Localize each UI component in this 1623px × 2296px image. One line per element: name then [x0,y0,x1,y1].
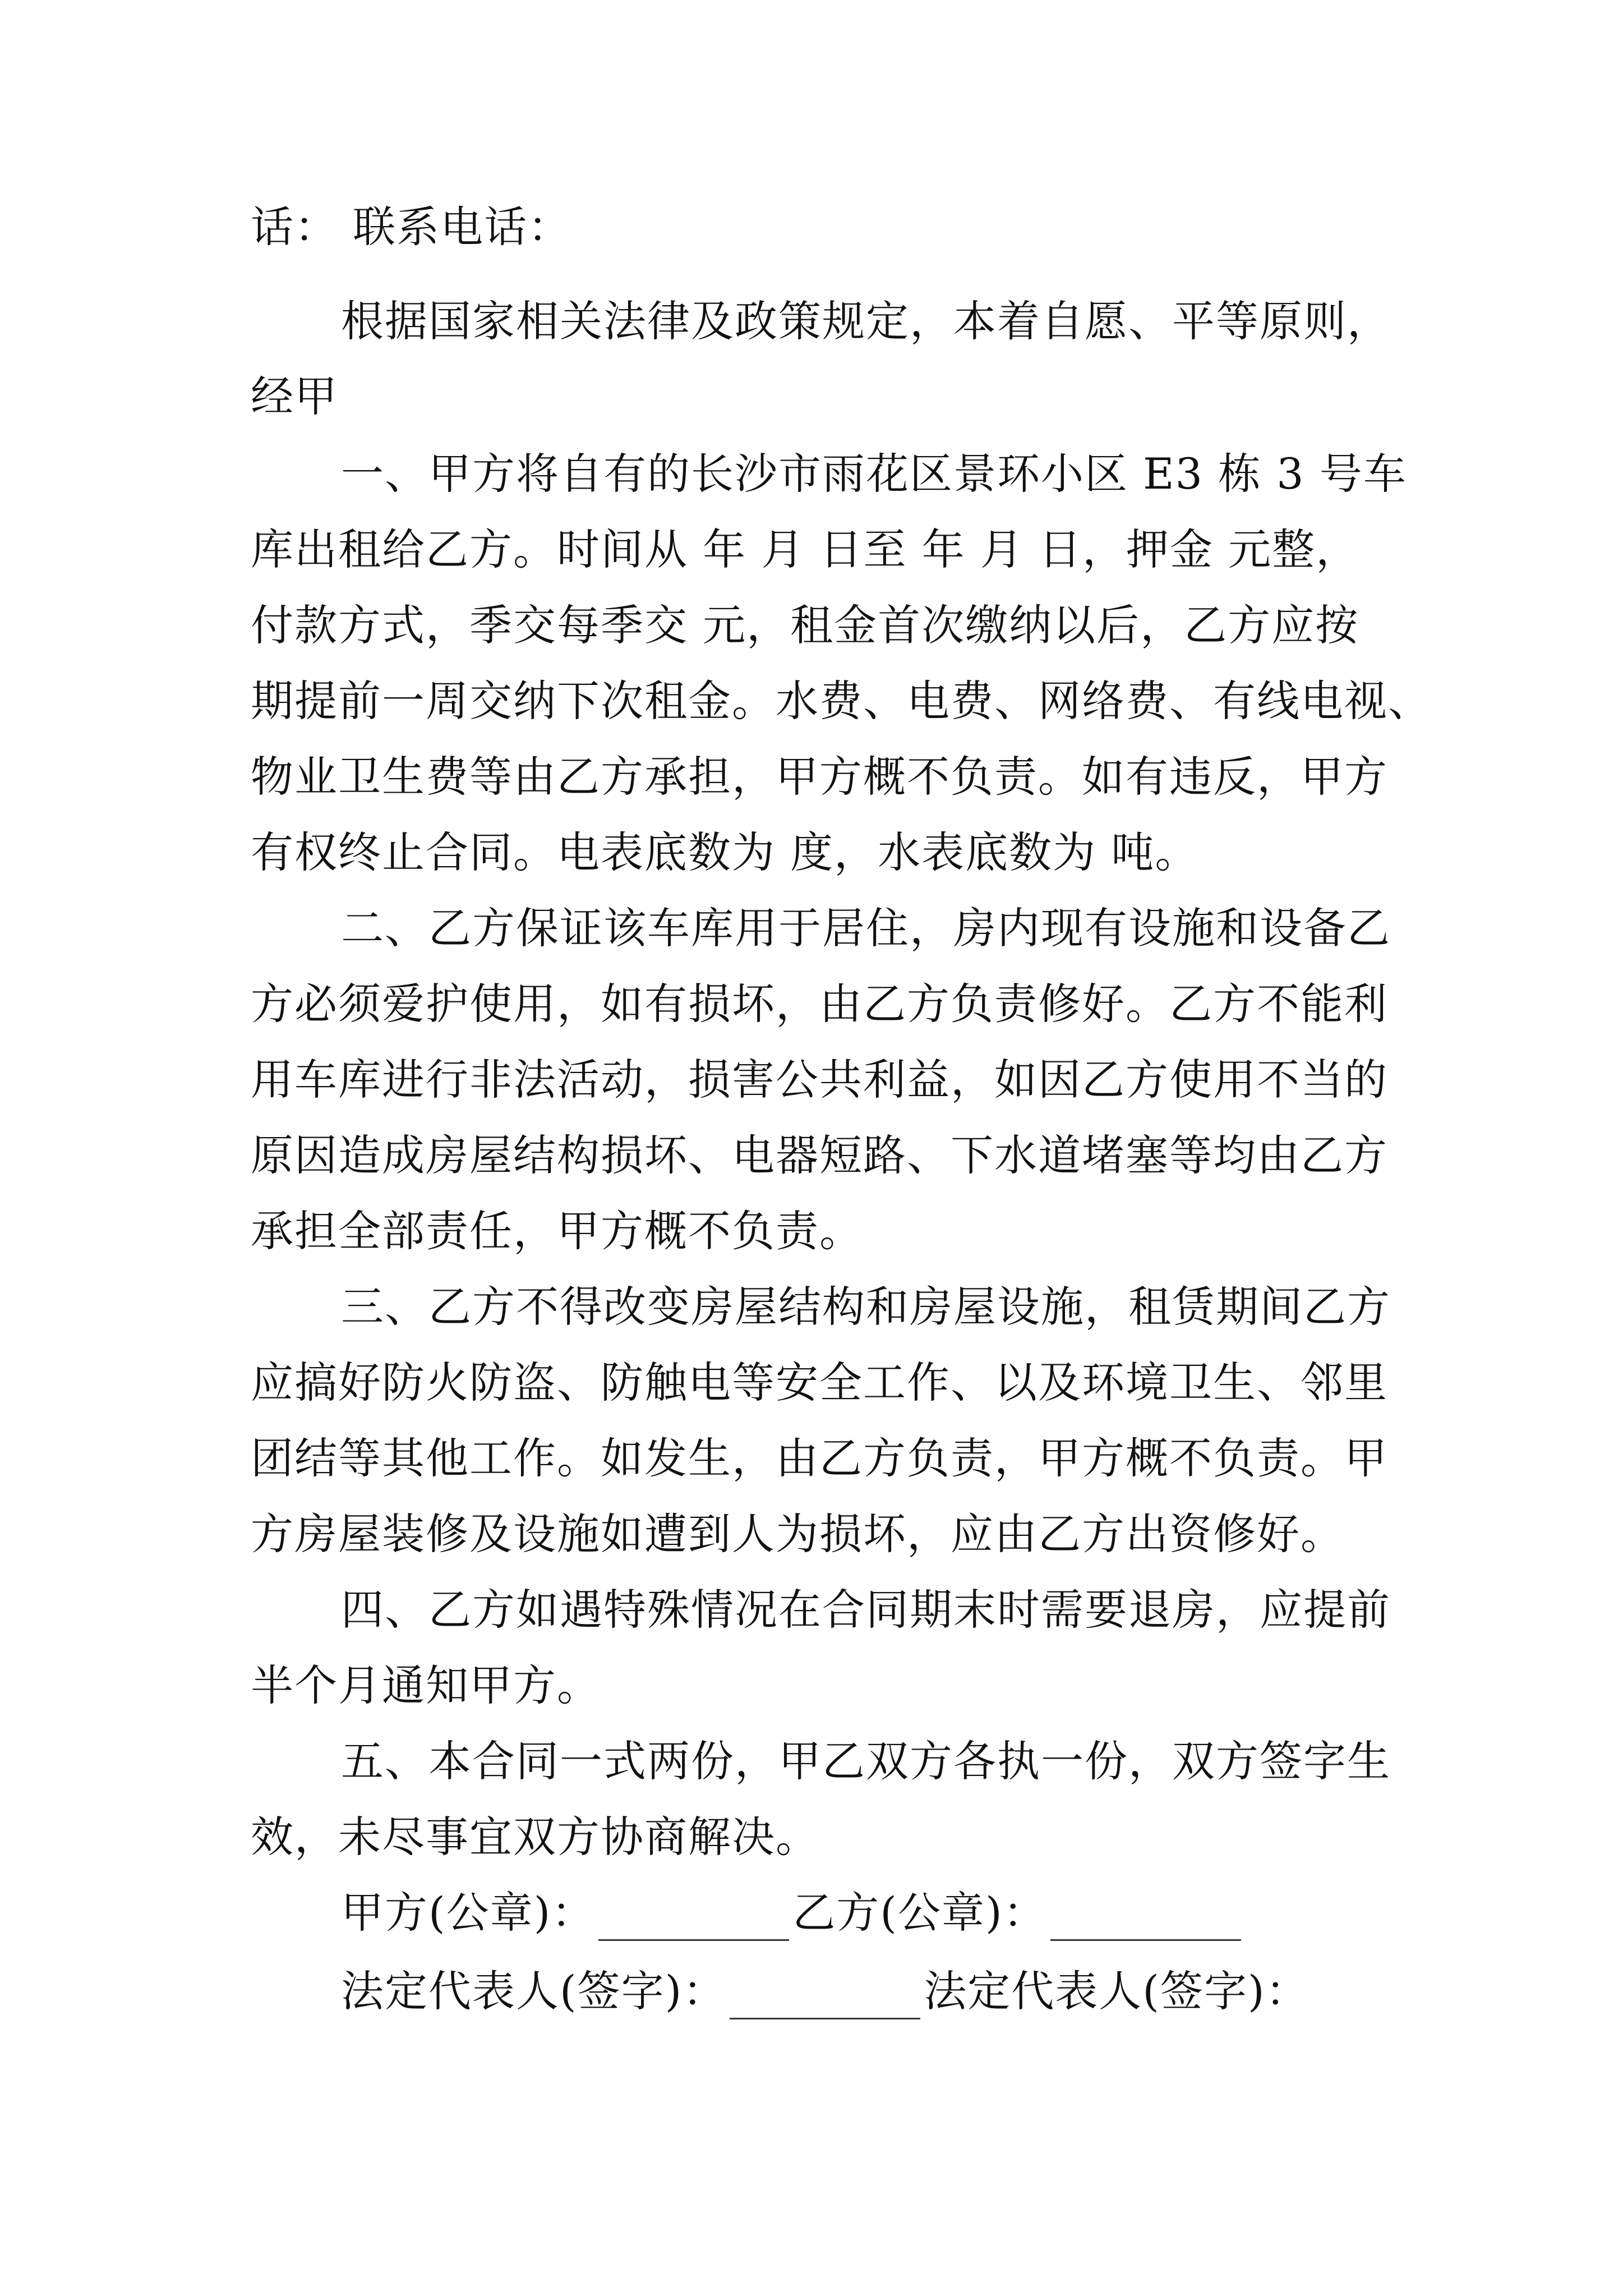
text-line: 一、甲方将自有的长沙市雨花区景环小区 E3 栋 3 号车 [341,449,1407,499]
text-line: 四、乙方如遇特殊情况在合同期末时需要退房，应提前 [341,1585,1391,1635]
text-line: 库出租给乙方。时间从 年 月 日至 年 月 日，押金 元整， [251,524,1360,574]
text-line: 应搞好防火防盗、防触电等安全工作、以及环境卫生、邻里 [251,1358,1388,1407]
signature-row [341,1963,1310,2019]
party-a-seal-label: 甲方(公章)： [341,1888,596,1938]
text-line: 二、乙方保证该车库用于居住，房内现有设施和设备乙 [341,903,1391,953]
text-line: 根据国家相关法律及政策规定，本着自愿、平等原则， [341,296,1391,346]
party-a-seal-blank [598,1900,789,1941]
text-line: 五、本合同一式两份，甲乙双方各执一份，双方签字生 [341,1736,1391,1786]
text-line: 经甲 [251,371,338,421]
text-line: 物业卫生费等由乙方承担，甲方概不负责。如有违反，甲方 [251,752,1388,802]
text-line: 承担全部责任，甲方概不负责。 [251,1206,863,1256]
party-b-seal-label: 乙方(公章)： [792,1888,1047,1938]
text-line: 付款方式，季交每季交 元，租金首次缴纳以后，乙方应按 [251,600,1359,650]
text-line: 团结等其他工作。如发生，由乙方负责，甲方概不负责。甲 [251,1433,1388,1483]
legal-rep-b-label: 法定代表人(签字)： [924,1966,1310,2016]
text-line: 原因造成房屋结构损坏、电器短路、下水道堵塞等均由乙方 [251,1130,1388,1180]
text-line: 有权终止合同。电表底数为 度，水表底数为 吨。 [251,827,1199,877]
text-line: 半个月通知甲方。 [251,1660,601,1710]
text-line: 方房屋装修及设施如遭到人为损坏，应由乙方出资修好。 [251,1509,1344,1559]
text-line: 三、乙方不得改变房屋结构和房屋设施，租赁期间乙方 [341,1282,1391,1332]
text-line: 效，未尽事宜双方协商解决。 [251,1812,819,1862]
text-line: 话： 联系电话： [251,202,572,252]
text-line: 方必须爱护使用，如有损坏，由乙方负责修好。乙方不能利 [251,979,1388,1029]
legal-rep-a-blank [730,1978,920,2019]
seal-row [341,1885,1244,1941]
legal-rep-a-label: 法定代表人(签字)： [341,1966,727,2016]
party-b-seal-blank [1050,1900,1241,1941]
text-line: 期提前一周交纳下次租金。水费、电费、网络费、有线电视、 [251,676,1432,726]
text-line: 用车库进行非法活动，损害公共利益，如因乙方使用不当的 [251,1055,1388,1105]
